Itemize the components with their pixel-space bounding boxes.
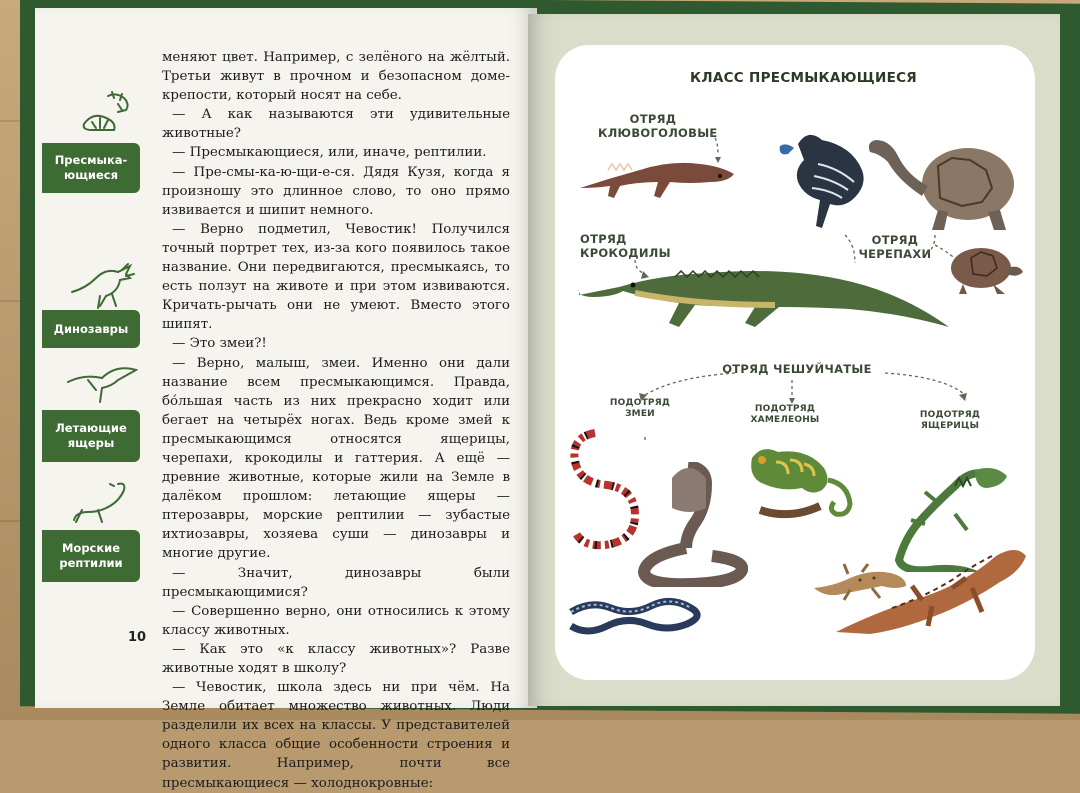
page-heading: КЛАСС ПРЕСМЫКАЮЩИЕСЯ: [690, 70, 918, 86]
dinosaur-icon: [68, 262, 138, 310]
sea-turtle-illustration: [778, 124, 878, 234]
tuatara-illustration: [578, 148, 738, 208]
page-number: 10: [128, 630, 147, 645]
plesiosaur-icon: [68, 478, 132, 528]
small-tortoise-illustration: [945, 240, 1025, 298]
suborder-snakes-label: ПОДОТРЯД ЗМЕИ: [609, 398, 671, 419]
sidebar-tab-reptiles[interactable]: Пресмыка-ющиеся: [42, 143, 140, 193]
suborder-chameleons-label: ПОДОТРЯД ХАМЕЛЕОНЫ: [750, 404, 820, 425]
giant-tortoise-illustration: [868, 126, 1018, 236]
paragraph: меняют цвет. Например, с зелёного на жёлтый. Третьи живут в прочном и безопасном доме-крепости, который носят на себе.: [162, 50, 510, 104]
paragraph: — Пресмыкающиеся, или, иначе, рептилии.: [172, 145, 487, 161]
paragraph: — Это змеи?!: [172, 336, 267, 352]
paragraph: — Значит, динозавры были пресмыкающимися?: [162, 565, 510, 600]
monitor-lizard-illustration: [832, 548, 1032, 643]
lizard-turtle-icon: [78, 88, 138, 138]
paragraph: — Чевостик, школа здесь ни при чём. На Земле обитает множество животных. Люди разделили их всех на классы. У представителей одного класса общие особенности строения и развития. Например, почти все пресмыкающиеся — холоднокровные:: [162, 680, 510, 791]
paragraph: — Верно, малыш, змеи. Именно они дали название всем пресмыкающимся. Правда, бо́льшая часть из них прекрасно ходит или бегает на четырёх ногах. Ведь кроме змей к пресмыкающимся относятся ящерицы, черепахи, крокодилы и гаттерия. А ещё — древние животные, которые жили на Земле в далёком прошлом: летающие ящеры — птерозавры, морские рептилии — зубастые ихтиозавры, хозяева суши — динозавры и многие другие.: [162, 355, 510, 562]
sidebar-tab-marine-reptiles[interactable]: Морские рептилии: [42, 530, 140, 582]
coral-snake-illustration: [565, 425, 645, 555]
paragraph: — Пре-смы-ка-ю-щи-е-ся. Дядя Кузя, когда я произношу это длинное слово, то оно прямо извивается и шипит немного.: [162, 164, 510, 218]
chameleon-illustration: [740, 440, 860, 525]
viper-illustration: [565, 592, 715, 642]
order-beakheads-label: ОТРЯД КЛЮВОГОЛОВЫЕ: [598, 112, 718, 140]
suborder-lizards-label: ПОДОТРЯД ЯЩЕРИЦЫ: [919, 410, 981, 431]
order-crocodiles-label: ОТРЯД КРОКОДИЛЫ: [580, 232, 671, 260]
paragraph: — А как называются эти удивительные животные?: [162, 107, 510, 142]
sidebar-tab-flying-reptiles[interactable]: Летающие ящеры: [42, 410, 140, 462]
order-squamates-label: ОТРЯД ЧЕШУЙЧАТЫЕ: [722, 362, 872, 376]
cobra-illustration: [638, 462, 748, 587]
paragraph: — Верно подметил, Чевостик! Получился точный портрет тех, из-за кого появилось такое название. Они передвигаются, пресмыкаясь, то есть ползут на животе и при этом извиваются. Кричать-рычать они не умеют. Вместо этого шипят.: [162, 221, 510, 333]
order-turtles-label: ОТРЯД ЧЕРЕПАХИ: [858, 233, 932, 261]
body-text: [162, 48, 510, 793]
paragraph: — Совершенно верно, они относились к этому классу животных.: [162, 603, 510, 638]
paragraph: — Как это «к классу животных»? Разве животные ходят в школу?: [162, 641, 510, 676]
crocodile-illustration: [575, 255, 955, 340]
pterosaur-icon: [66, 362, 138, 406]
sidebar-tab-dinosaurs[interactable]: Динозавры: [42, 310, 140, 348]
